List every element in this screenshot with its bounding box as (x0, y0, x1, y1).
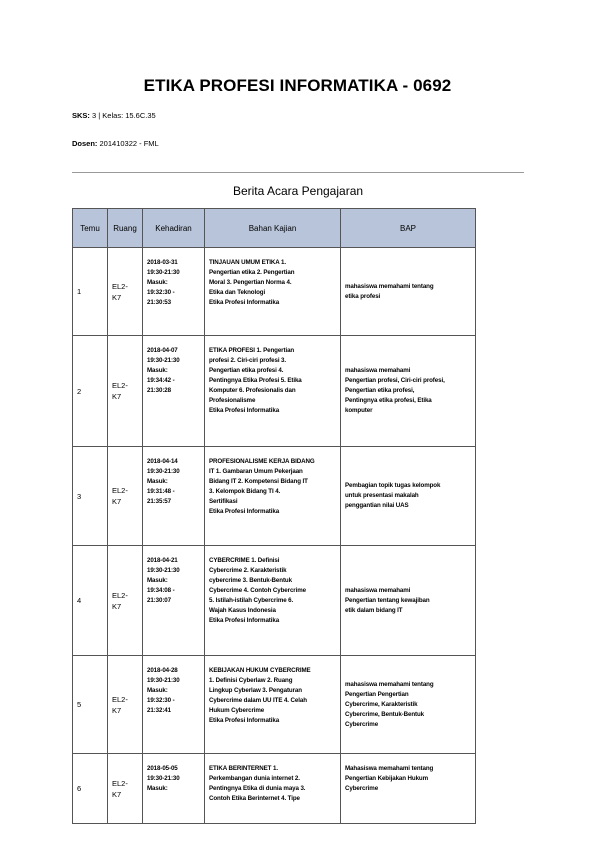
bahan-line: 5. Istilah-istilah Cybercrime 6. (209, 597, 294, 604)
section-title: Berita Acara Pengajaran (232, 184, 364, 198)
ruang-line: K7 (112, 392, 122, 401)
bap-line: Cybercrime (345, 720, 379, 728)
divider (72, 172, 524, 173)
bahan-line: Etika Profesi Informatika (209, 617, 280, 624)
bahan-line: KEBIJAKAN HUKUM CYBERCRIME (209, 667, 311, 674)
bahan-line: Cybercrime 2. Karakteristik (209, 567, 287, 574)
bahan-line: Etika Profesi Informatika (209, 299, 280, 306)
ruang-line: K7 (112, 292, 122, 302)
bahan-line: Profesionalisme (209, 397, 256, 404)
header-temu: Temu (73, 209, 108, 248)
ruang-line: EL2- (112, 381, 128, 390)
bap-table (72, 208, 476, 824)
kehadiran-line: 21:30:53 (147, 299, 171, 306)
sks-value: 3 | Kelas: 15.6C.35 (92, 111, 156, 120)
cell-temu (73, 546, 108, 656)
table-row (73, 336, 476, 447)
bahan-line: Perkembangan dunia internet 2. (209, 775, 300, 782)
cell-bap (341, 447, 476, 546)
course-title: ETIKA PROFESI INFORMATIKA - 0692 (143, 76, 452, 95)
header-kehadiran: Kehadiran (143, 209, 205, 248)
bap-line: untuk presentasi makalah (345, 492, 419, 499)
kehadiran-line: Masuk: (147, 785, 168, 792)
bap-line: Cybercrime, Bentuk-Bentuk (345, 710, 424, 718)
bap-line: Cybercrime (345, 785, 379, 792)
ruang-line: EL2- (112, 486, 128, 495)
cell-temu (73, 248, 108, 336)
bahan-line: Pentingnya Etika Profesi 5. Etika (209, 377, 302, 384)
cell-temu (73, 656, 108, 754)
bahan-line: IT 1. Gambaran Umum Pekerjaan (209, 468, 303, 475)
bap-line: Pembagian topik tugas kelompok (345, 482, 441, 489)
bap-line: Pengertian Pengertian (345, 690, 409, 698)
table-row (73, 656, 476, 754)
kehadiran-line: 19:34:08 - (147, 587, 175, 594)
ruang-line: EL2- (112, 694, 128, 704)
ruang-line: EL2- (112, 590, 128, 600)
ruang-line: K7 (112, 601, 122, 611)
cell-kehadiran (143, 546, 205, 656)
bap-line: mahasiswa memahami tentang (345, 680, 434, 688)
cell-temu (73, 754, 108, 824)
table-row (73, 546, 476, 656)
kehadiran-line: 2018-03-31 (147, 259, 178, 266)
cell-bap (341, 336, 476, 447)
kehadiran-line: Masuk: (147, 687, 168, 694)
bahan-line: Cybercrime 4. Contoh Cybercrime (209, 587, 306, 594)
header-ruang: Ruang (108, 209, 143, 248)
bap-line: komputer (345, 407, 373, 414)
ruang-line: K7 (112, 789, 122, 799)
cell-kehadiran (143, 248, 205, 336)
bahan-line: Pengertian etika 2. Pengertian (209, 269, 295, 276)
cell-kehadiran (143, 447, 205, 546)
kehadiran-line: 19:32:30 - (147, 697, 175, 704)
kehadiran-line: 2018-05-05 (147, 765, 178, 772)
temu-value: 5 (77, 700, 82, 709)
bap-line: mahasiswa memahami tentang (345, 282, 434, 290)
bahan-line: PROFESIONALISME KERJA BIDANG (209, 458, 315, 465)
bahan-line: Lingkup Cyberlaw 3. Pengaturan (209, 687, 302, 694)
kehadiran-line: 19:30-21:30 (147, 775, 180, 782)
bap-line: penggantian nilai UAS (345, 502, 409, 509)
cell-ruang (108, 754, 143, 824)
bahan-line: Etika Profesi Informatika (209, 407, 280, 414)
course-meta-dosen (72, 139, 159, 148)
bahan-line: Etika Profesi Informatika (209, 508, 280, 515)
kehadiran-line: 21:32:41 (147, 707, 171, 714)
kehadiran-line: Masuk: (147, 478, 168, 485)
bahan-line: profesi 2. Ciri-ciri profesi 3. (209, 357, 287, 364)
bap-line: mahasiswa memahami (345, 367, 411, 374)
cell-bap (341, 248, 476, 336)
bahan-line: Cybercrime dalam UU ITE 4. Celah (209, 697, 307, 704)
dosen-label: Dosen: (72, 139, 98, 148)
cell-ruang (108, 336, 143, 447)
bahan-line: 1. Definisi Cyberlaw 2. Ruang (209, 677, 293, 684)
kehadiran-line: 19:30-21:30 (147, 468, 180, 475)
cell-bahan-kajian (205, 546, 341, 656)
kehadiran-line: 19:30-21:30 (147, 677, 180, 684)
kehadiran-line: 19:30-21:30 (147, 567, 180, 574)
kehadiran-line: 2018-04-21 (147, 557, 178, 564)
bahan-line: Wajah Kasus Indonesia (209, 607, 276, 614)
cell-temu (73, 447, 108, 546)
ruang-line: EL2- (112, 778, 128, 788)
kehadiran-line: 19:30-21:30 (147, 357, 180, 364)
bahan-line: Komputer 6. Profesionalis dan (209, 387, 296, 394)
cell-bahan-kajian (205, 447, 341, 546)
bahan-line: CYBERCRIME 1. Definisi (209, 557, 280, 564)
temu-value: 2 (77, 386, 82, 396)
cell-kehadiran (143, 754, 205, 824)
cell-bap (341, 546, 476, 656)
cell-kehadiran (143, 336, 205, 447)
kehadiran-line: 2018-04-28 (147, 667, 178, 674)
header-bahan-kajian: Bahan Kajian (205, 209, 341, 248)
cell-bahan-kajian (205, 248, 341, 336)
bap-line: Mahasiswa memahami tentang (345, 765, 434, 772)
ruang-line: K7 (112, 497, 122, 506)
bahan-line: Etika dan Teknologi (209, 289, 266, 296)
table-row (73, 754, 476, 824)
bap-line: Pengertian Kebijakan Hukum (345, 775, 429, 782)
header-bap: BAP (341, 209, 476, 248)
bahan-line: Bidang IT 2. Kompetensi Bidang IT (209, 478, 308, 485)
bahan-line: Pengertian etika profesi 4. (209, 367, 284, 374)
bap-line: mahasiswa memahami (345, 586, 411, 594)
bahan-line: ETIKA PROFESI 1. Pengertian (209, 347, 295, 354)
bap-line: Pentingnya etika profesi, Etika (345, 397, 432, 404)
kehadiran-line: 19:34:42 - (147, 377, 175, 384)
course-meta-sks (72, 111, 156, 120)
kehadiran-line: 19:31:48 - (147, 488, 175, 495)
bahan-line: ETIKA BERINTERNET 1. (209, 765, 278, 772)
kehadiran-line: 2018-04-14 (147, 458, 178, 465)
bahan-line: Hukum Cybercrime (209, 707, 265, 714)
bahan-line: TINJAUAN UMUM ETIKA 1. (209, 259, 286, 266)
cell-bahan-kajian (205, 754, 341, 824)
temu-value: 3 (77, 491, 82, 501)
table-row (73, 248, 476, 336)
kehadiran-line: 19:32:30 - (147, 289, 175, 296)
bap-line: etik dalam bidang IT (345, 606, 403, 614)
bahan-line: Moral 3. Pengertian Norma 4. (209, 279, 292, 286)
dosen-value: 201410322 - FML (99, 139, 159, 148)
bahan-line: Pentingnya Etika di dunia maya 3. (209, 785, 306, 792)
cell-ruang (108, 656, 143, 754)
bap-line: Pengertian tentang kewajiban (345, 596, 430, 604)
kehadiran-line: 2018-04-07 (147, 347, 178, 354)
ruang-line: K7 (112, 705, 122, 715)
bap-line: etika profesi (345, 292, 381, 300)
cell-ruang (108, 447, 143, 546)
cell-bahan-kajian (205, 336, 341, 447)
kehadiran-line: Masuk: (147, 367, 168, 374)
temu-value: 6 (77, 784, 82, 793)
bahan-line: Etika Profesi Informatika (209, 717, 280, 724)
bap-line: Pengertian profesi, Ciri-ciri profesi, (345, 377, 445, 384)
kehadiran-line: 21:30:28 (147, 387, 171, 394)
cell-bap (341, 656, 476, 754)
cell-ruang (108, 248, 143, 336)
ruang-line: EL2- (112, 281, 128, 291)
bahan-line: 3. Kelompok Bidang TI 4. (209, 488, 281, 495)
table-row (73, 447, 476, 546)
table-header-row (73, 209, 476, 248)
kehadiran-line: 21:35:57 (147, 498, 171, 505)
temu-value: 1 (77, 287, 82, 296)
cell-ruang (108, 546, 143, 656)
temu-value: 4 (77, 596, 82, 605)
cell-bap (341, 754, 476, 824)
bap-line: Cybercrime, Karakteristik (345, 700, 418, 708)
kehadiran-line: Masuk: (147, 279, 168, 286)
cell-kehadiran (143, 656, 205, 754)
kehadiran-line: 21:30:07 (147, 597, 171, 604)
bahan-line: Contoh Etika Berinternet 4. Tipe (209, 795, 300, 802)
kehadiran-line: 19:30-21:30 (147, 269, 180, 276)
cell-temu (73, 336, 108, 447)
bap-line: Pengertian etika profesi, (345, 387, 415, 394)
cell-bahan-kajian (205, 656, 341, 754)
sks-label: SKS: (72, 111, 90, 120)
bahan-line: Sertifikasi (209, 498, 238, 505)
bahan-line: cybercrime 3. Bentuk-Bentuk (209, 577, 292, 584)
kehadiran-line: Masuk: (147, 577, 168, 584)
